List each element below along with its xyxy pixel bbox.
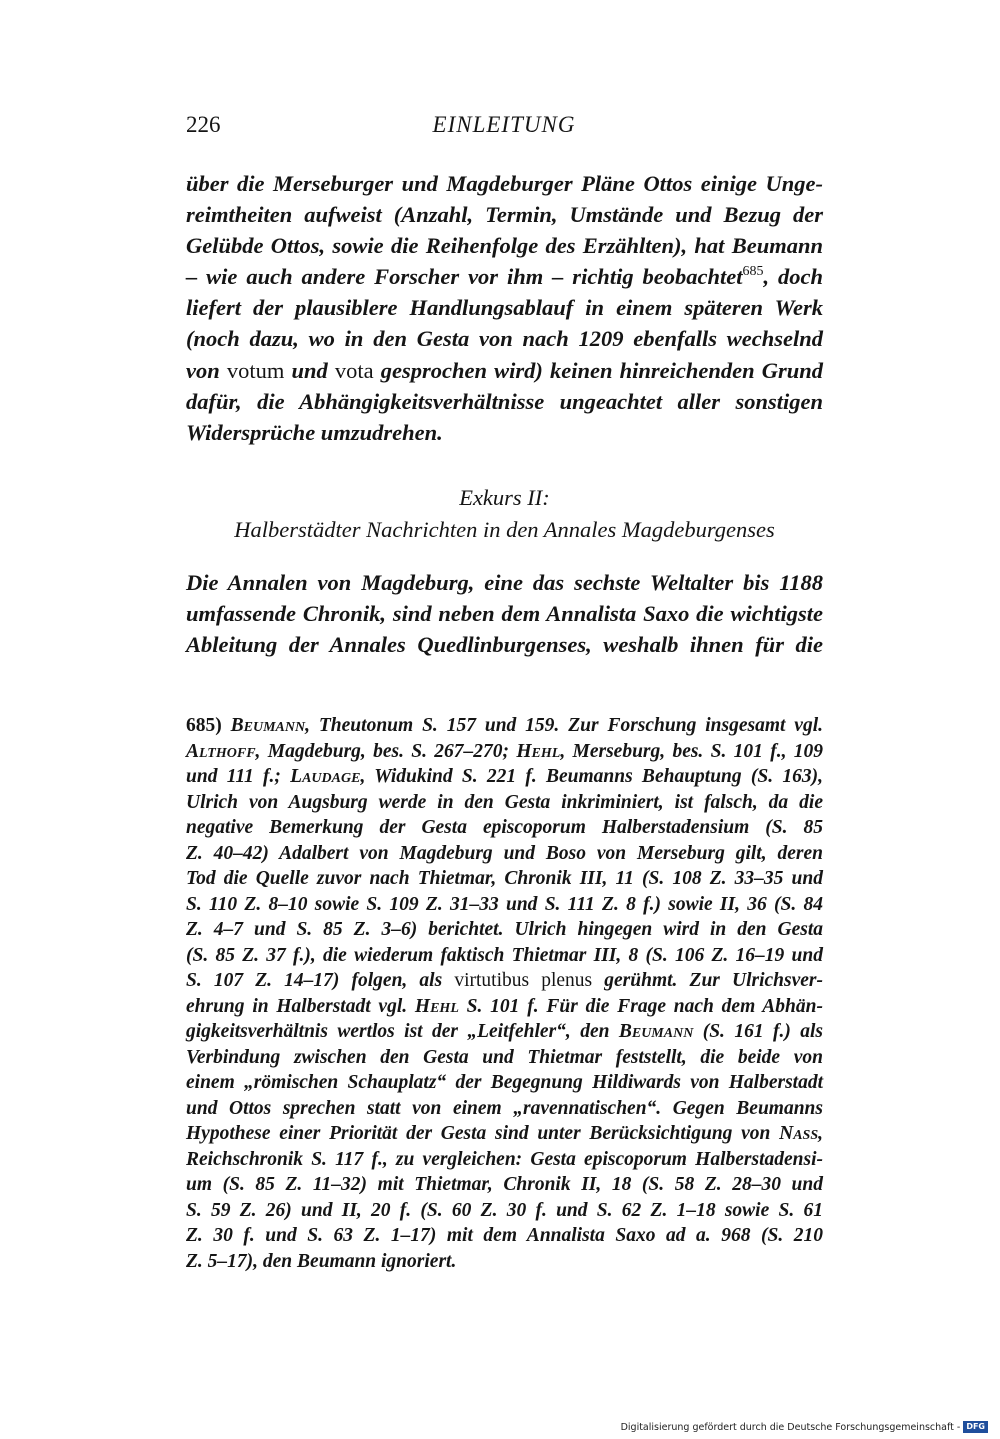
author-name: Beumann xyxy=(618,1021,694,1042)
latin-phrase: virtutibus plenus xyxy=(454,970,593,991)
digitization-credit xyxy=(621,1421,988,1433)
footnote-line xyxy=(186,1121,823,1147)
running-head: EINLEITUNG xyxy=(432,112,576,137)
text-segment: , Merseburg, bes. S. 101 f., 109 xyxy=(560,740,824,762)
page-number: 226 xyxy=(186,112,221,137)
excursus-heading xyxy=(186,482,823,546)
text-segment: gerühmt. Zur Ulrichsver- xyxy=(592,970,823,991)
footnote-line: S. 59 Z. 26) und II, 20 f. (S. 60 Z. 30 f. und S. 62 Z. 1–18 sowie S. 61 xyxy=(186,1199,823,1221)
author-name: Nass xyxy=(779,1123,819,1144)
footnote-reference: 685 xyxy=(742,264,764,280)
footnote-line: Ulrich von Augsburg werde in den Gesta inkriminiert, ist falsch, da die xyxy=(186,791,823,813)
text-segment: und 111 f.; xyxy=(186,766,291,787)
footnote-line: negative Bemerkung der Gesta episcoporum Halberstadensium (S. 85 xyxy=(186,817,823,838)
footnote-line: Z. 5–17), den Beumann ignoriert. xyxy=(186,1250,457,1272)
footnote-line: Z. 40–42) Adalbert von Magdeburg und Boso von Merseburg gilt, deren xyxy=(186,842,823,864)
footnote-line xyxy=(186,739,823,765)
text-segment: , xyxy=(818,1123,823,1144)
excursus-label: Exkurs II: xyxy=(459,485,550,510)
text-line: Widersprüche umzudrehen. xyxy=(186,419,443,445)
footnote-line: (S. 85 Z. 37 f.), die wiederum faktisch Thietmar III, 8 (S. 106 Z. 16–19 und xyxy=(186,944,823,966)
footnote-number: 685) xyxy=(186,715,222,736)
digitization-text: Digitalisierung gefördert durch die Deutsche Forschungsgemeinschaft - xyxy=(620,1421,961,1433)
excursus-title: Halberstädter Nachrichten in den Annales Magdeburgenses xyxy=(234,517,775,542)
footnote-line xyxy=(186,713,823,739)
dfg-logo-icon: DFG xyxy=(963,1421,988,1433)
footnote-line: Z. 30 f. und S. 63 Z. 1–17) mit dem Annalista Saxo ad a. 968 (S. 210 xyxy=(186,1225,823,1246)
text-line: Die Annalen von Magdeburg, eine das sechste Weltalter bis 1188 xyxy=(186,570,823,595)
text-segment: , doch xyxy=(763,264,824,290)
footnote-685 xyxy=(186,713,823,1274)
footnote-line: Reichschronik S. 117 f., zu vergleichen: Gesta episcoporum Halberstadensi- xyxy=(186,1148,823,1170)
text-segment: gigkeitsverhältnis wertlos ist der „Leitfehler“, den xyxy=(186,1021,619,1042)
footnote-line xyxy=(186,994,823,1020)
text-line: Ableitung der Annales Quedlinburgenses, weshalb ihnen für die xyxy=(186,632,823,658)
text-segment: ehrung in Halberstadt vgl. xyxy=(186,995,415,1017)
footnote-line xyxy=(186,1019,823,1045)
text-segment: (S. 161 f.) als xyxy=(693,1021,823,1042)
footnote-line xyxy=(186,764,823,790)
main-paragraph xyxy=(186,567,823,660)
footnote-line: um (S. 85 Z. 11–32) mit Thietmar, Chronik II, 18 (S. 58 Z. 28–30 und xyxy=(186,1174,823,1195)
text-line xyxy=(186,261,823,292)
text-segment: – wie auch andere Forscher vor ihm – richtig beobachtet xyxy=(186,264,743,290)
author-name: Hehl xyxy=(516,740,561,762)
footnote-line: S. 110 Z. 8–10 sowie S. 109 Z. 31–33 und S. 111 Z. 8 f.) sowie II, 36 (S. 84 xyxy=(186,893,823,915)
footnote-line: Verbindung zwischen den Gesta und Thietmar feststellt, die beide von xyxy=(186,1046,823,1068)
text-line: reimtheiten aufweist (Anzahl, Termin, Umstände und Bezug der xyxy=(186,202,823,228)
text-segment: , Magdeburg, bes. S. 267–270; xyxy=(255,740,517,762)
text-segment: S. 107 Z. 14–17) folgen, als xyxy=(186,970,455,991)
text-segment: von xyxy=(186,357,227,383)
latin-term-votum: votum xyxy=(226,357,285,383)
intro-paragraph xyxy=(186,168,823,448)
text-segment: S. 101 f. Für die Frage nach dem Abhän- xyxy=(458,995,823,1017)
text-line: dafür, die Abhängigkeitsverhältnisse ungeachtet aller sonstigen xyxy=(186,388,823,414)
footnote-line: einem „römischen Schauplatz“ der Begegnung Hildiwards von Halberstadt xyxy=(186,1072,823,1093)
text-line: liefert der plausiblere Handlungsablauf in einem späteren Werk xyxy=(186,295,823,321)
footnote-line xyxy=(186,968,823,994)
footnote-line: Tod die Quelle zuvor nach Thietmar, Chronik III, 11 (S. 108 Z. 33–35 und xyxy=(186,868,823,889)
text-segment: Hypothese einer Priorität der Gesta sind unter Berücksichtigung von xyxy=(186,1123,780,1144)
text-segment: , Widukind S. 221 f. Beumanns Behauptung (S. 163), xyxy=(360,766,823,787)
page-header xyxy=(186,112,822,146)
latin-term-vota: vota xyxy=(334,357,374,383)
text-line: Gelübde Ottos, sowie die Reihenfolge des Erzählten), hat Beumann xyxy=(186,233,823,259)
text-segment: und xyxy=(284,357,335,383)
author-name: Laudage xyxy=(290,766,361,787)
footnote-line: Z. 4–7 und S. 85 Z. 3–6) berichtet. Ulrich hingegen wird in den Gesta xyxy=(186,919,823,940)
text-line: umfassende Chronik, sind neben dem Annalista Saxo die wichtigste xyxy=(186,601,823,627)
author-name: Hehl xyxy=(414,995,459,1017)
author-name: Althoff xyxy=(186,740,256,762)
footnote-line: und Ottos sprechen statt von einem „ravennatischen“. Gegen Beumanns xyxy=(186,1097,823,1119)
text-line: über die Merseburger und Magdeburger Pläne Ottos einige Unge- xyxy=(186,171,823,196)
text-line xyxy=(186,355,823,386)
author-name: Beumann xyxy=(230,715,306,736)
text-segment: , Theutonum S. 157 und 159. Zur Forschung insgesamt vgl. xyxy=(305,715,823,736)
text-line: (noch dazu, wo in den Gesta von nach 1209 ebenfalls wechselnd xyxy=(186,326,823,352)
text-segment: gesprochen wird) keinen hinreichenden Grund xyxy=(373,357,824,383)
